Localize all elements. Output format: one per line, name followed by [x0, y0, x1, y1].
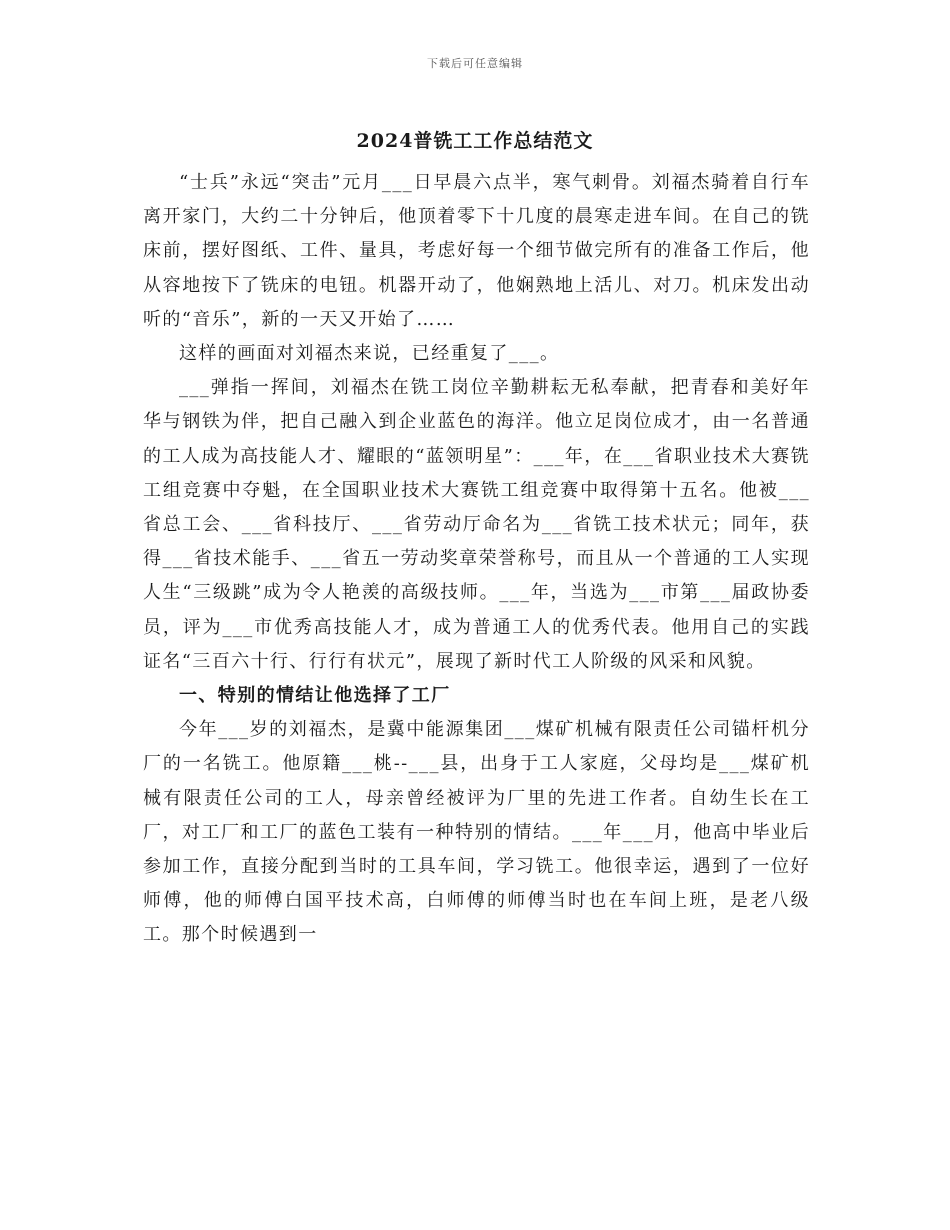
- document-title: 2024普铣工工作总结范文: [356, 130, 594, 152]
- paragraph-achievements: ___弹指一挥间，刘福杰在铣工岗位辛勤耕耘无私奉献，把青春和美好年华与钢铁为伴，把自己融入到企业蓝色的海洋。他立足岗位成才，由一名普通的工人成为高技能人才、耀眼的“蓝领明星”：___年，在___省职业技术大赛铣工组竞赛中夺魁，在全国职业技术大赛铣工组竞赛中取得第十五名。他被___省总工会、___省科技厅、___省劳动厅命名为___省铣工技术状元；同年，获得___省技术能手、___省五一劳动奖章荣誉称号，而且从一个普通的工人实现人生“三级跳”成为令人艳羡的高级技师。___年，当选为___市第___届政协委员，评为___市优秀高技能人才，成为普通工人的优秀代表。他用自己的实践证名“三百六十行、行行有状元”，展现了新时代工人阶级的风采和风貌。: [143, 377, 810, 672]
- paragraph-intro: “士兵”永远“突击”元月___日早晨六点半，寒气刺骨。刘福杰骑着自行车离开家门，大约二十分钟后，他顶着零下十几度的晨寒走进车间。在自己的铣床前，摆好图纸、工件、量具，考虑好每一个细节做完所有的准备工作后，他从容地按下了铣床的电钮。机器开动了，他娴熟地上活儿、对刀。机床发出动听的“音乐”，新的一天又开始了……: [143, 172, 810, 330]
- paragraph-repeat: 这样的画面对刘福杰来说，已经重复了___。: [179, 343, 560, 365]
- page-header-note: 下载后可任意编辑: [427, 57, 523, 70]
- paragraph-background: 今年___岁的刘福杰，是冀中能源集团___煤矿机械有限责任公司锚杆机分厂的一名铣工。他原籍___桃--___县，出身于工人家庭，父母均是___煤矿机械有限责任公司的工人，母亲曾经被评为厂里的先进工作者。自幼生长在工厂，对工厂和工厂的蓝色工装有一种特别的情结。___年___月，他高中毕业后参加工作，直接分配到当时的工具车间，学习铣工。他很幸运，遇到了一位好师傅，他的师傅白国平技术高，白师傅的师傅当时也在车间上班，是老八级工。那个时候遇到一: [143, 719, 810, 946]
- document-body: [143, 166, 810, 953]
- section-heading: 一、特别的情结让他选择了工厂: [179, 685, 451, 707]
